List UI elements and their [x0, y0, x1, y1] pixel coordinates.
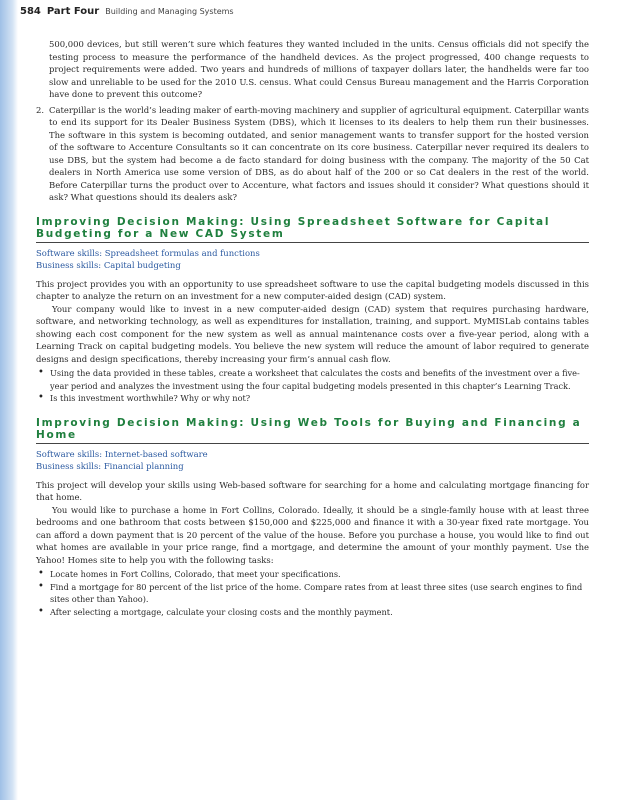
list-item: • Locate homes in Fort Collins, Colorado, that meet your specifications.: [36, 568, 589, 581]
body-paragraph: You would like to purchase a home in Fort Collins, Colorado. Ideally, it should be a single-family house with at least three bedrooms and one bathroom that costs between $150,000 and $225,000 and finance it with a 30-year fixed rate mortgage. You can afford a down payment that is 20 percent of the value of the house. Before you purchase a house, you would like to find out what homes are available in your price range, find a mortgage, and determine the amount of your monthly payment. Use the Yahoo! Homes site to help you with the following tasks:: [36, 504, 589, 565]
list-item: • Is this investment worthwhile? Why or why not?: [36, 392, 589, 405]
software-skills: Software skills: Spreadsheet formulas and functions: [36, 247, 260, 258]
section-title: Building and Managing Systems: [105, 7, 234, 16]
part-label: Part Four: [46, 6, 100, 17]
running-header: [20, 6, 580, 17]
left-margin-band: [0, 0, 18, 800]
body-paragraph: This project will develop your skills using Web-based software for searching for a home and calculating mortgage financing for that home.: [36, 479, 589, 502]
question-number: 2.: [36, 104, 45, 115]
task-list: [36, 568, 589, 618]
business-skills: Business skills: Capital budgeting: [36, 260, 181, 270]
list-item: • Find a mortgage for 80 percent of the list price of the home. Compare rates from at least three sites (use search engines to find sites other than Yahoo).: [36, 581, 589, 606]
page-number: 584: [20, 6, 41, 17]
continuation-paragraph: 500,000 devices, but still weren’t sure which features they wanted included in the units. Census officials did not specify the testing process to measure the performance of the handheld devices. As the project progressed, 400 change requests to project requirements were added. Two years and hundreds of millions of taxpayer dollars later, the handhelds were far too slow and unreliable to be used for the 2010 U.S. census. What could Census Bureau management and the Harris Corporation have done to prevent this outcome?: [49, 39, 589, 99]
software-skills: Software skills: Internet-based software: [36, 448, 208, 459]
question-text: Caterpillar is the world’s leading maker of earth-moving machinery and supplier of agricultural equipment. Caterpillar wants to end its support for its Dealer Business System (DBS), which it licenses to its dealers to help them run their businesses. The software in this system is becoming outdated, and senior management wants to transfer support for the hosted version of the software to Accenture Consultants so it can concentrate on its core business. Caterpillar never required its dealers to use DBS, but the system had become a de facto standard for doing business with the company. The majority of the 50 Cat dealers in North America use some version of DBS, as do about half of the 200 or so Cat dealers in the rest of the world. Before Caterpillar turns the product over to Accenture, what factors and issues should it consider? What questions should it ask? What questions should its dealers ask?: [49, 104, 589, 202]
business-skills: Business skills: Financial planning: [36, 461, 184, 471]
question-list: [36, 104, 589, 204]
list-item: • After selecting a mortgage, calculate your closing costs and the monthly payment.: [36, 606, 589, 619]
task-list: [36, 367, 589, 405]
question-item: [36, 104, 589, 204]
page-content: [36, 38, 589, 618]
list-item: • Using the data provided in these tables, create a worksheet that calculates the costs and benefits of the investment over a five-year period and analyzes the investment using the four capital budgeting models presented in this chapter’s Learning Track.: [36, 367, 589, 392]
body-paragraph: This project provides you with an opportunity to use spreadsheet software to use the capital budgeting models discussed in this chapter to analyze the return on an investment for a new computer-aided design (CAD) system.: [36, 278, 589, 301]
section-heading-spreadsheet: Improving Decision Making: Using Spreadsheet Software for Capital Budgeting for a New CAD System: [36, 216, 589, 243]
body-paragraph: Your company would like to invest in a new computer-aided design (CAD) system that requires purchasing hardware, software, and networking technology, as well as expenditures for installation, training, and support. MyMISLab contains tables showing each cost component for the new system as well as annual maintenance costs over a five-year period, along with a Learning Track on capital budgeting models. You believe the new system will reduce the amount of labor required to generate designs and design specifications, thereby increasing your firm’s annual cash flow.: [36, 303, 589, 364]
section-heading-web-tools: Improving Decision Making: Using Web Tools for Buying and Financing a Home: [36, 417, 589, 444]
